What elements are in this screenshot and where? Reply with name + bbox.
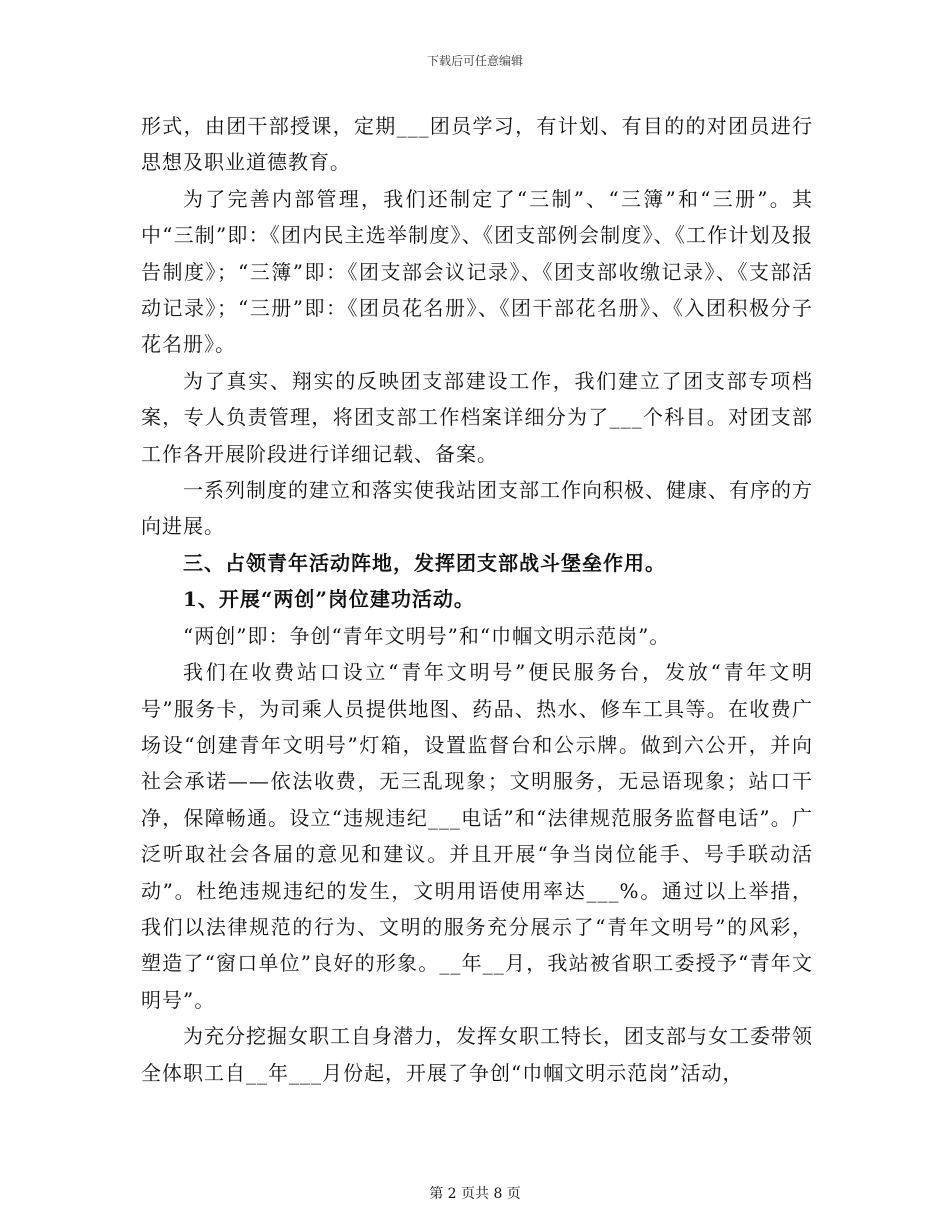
paragraph-7: 为充分挖掘女职工自身潜力，发挥女职工特长，团支部与女工委带领全体职工自__年___月份起，开展了争创“巾帼文明示范岗”活动， — [141, 1024, 813, 1085]
paragraph-3: 为了真实、翔实的反映团支部建设工作，我们建立了团支部专项档案，专人负责管理，将团支部工作档案详细分为了___个科目。对团支部工作各开展阶段进行详细记载、备案。 — [141, 368, 813, 466]
page-header: 下载后可任意编辑 — [426, 54, 523, 68]
section-heading: 三、占领青年活动阵地，发挥团支部战斗堡垒作用。 — [183, 550, 666, 575]
paragraph-1: 形式，由团干部授课，定期___团员学习，有计划、有目的的对团员进行思想及职业道德教育。 — [141, 114, 813, 175]
page-footer: 第 2 页共 8 页 — [429, 1186, 521, 1202]
paragraph-5: “两创”即：争创“青年文明号”和“巾帼文明示范岗”。 — [183, 623, 671, 648]
subsection-heading: 1、开展“两创”岗位建功活动。 — [183, 587, 475, 612]
paragraph-6: 我们在收费站口设立“青年文明号”便民服务台，发放“青年文明号”服务卡，为司乘人员提供地图、药品、热水、修车工具等。在收费广场设“创建青年文明号”灯箱，设置监督台和公示牌。做到六公开，并向社会承诺——依法收费，无三乱现象；文明服务，无忌语现象；站口干净，保障畅通。设立“违规违纪___电话”和“法律规范服务监督电话”。广泛听取社会各届的意见和建议。并且开展“争当岗位能手、号手联动活动”。杜绝违规违纪的发生，文明用语使用率达___%。通过以上举措，我们以法律规范的行为、文明的服务充分展示了“青年文明号”的风彩，塑造了“窗口单位”良好的形象。__年__月，我站被省职工委授予“青年文明号”。 — [141, 660, 813, 1012]
document-body — [141, 108, 813, 1091]
paragraph-2: 为了完善内部管理，我们还制定了“三制”、“三簿”和“三册”。其中“三制”即：《团内民主选举制度》、《团支部例会制度》、《工作计划及报告制度》；“三簿”即：《团支部会议记录》、《团支部收缴记录》、《支部活动记录》；“三册”即：《团员花名册》、《团干部花名册》、《入团积极分子花名册》。 — [141, 186, 813, 357]
paragraph-4: 一系列制度的建立和落实使我站团支部工作向积极、健康、有序的方向进展。 — [141, 478, 813, 539]
